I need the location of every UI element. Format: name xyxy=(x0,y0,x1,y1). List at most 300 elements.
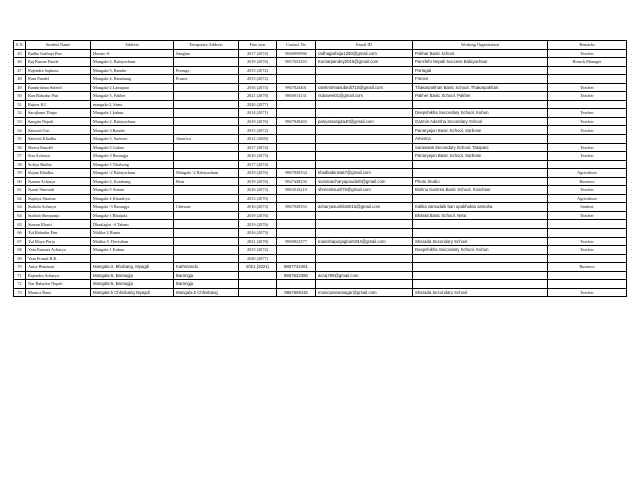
table-row xyxy=(14,126,627,135)
cell-temporary-address: Barangja xyxy=(174,271,239,280)
cell-email-id xyxy=(316,152,413,161)
cell-temporary-address: Kathmandu xyxy=(174,263,239,272)
cell-contact-no: 9860014131 xyxy=(277,92,316,101)
cell-pass-year: 2015 (2072) xyxy=(239,246,277,255)
cell-remarks: Agriculture xyxy=(548,194,627,203)
cell-email-id xyxy=(316,254,413,263)
cell-working-organization: Photo Studio xyxy=(413,177,548,186)
cell-temporary-address xyxy=(174,194,239,203)
cell-address: Mangala-5, Bandre xyxy=(91,66,174,75)
cell-working-organization: Panaryajun Basic School, Sarbose xyxy=(413,152,548,161)
cell-student-name: Ramkrishna Subedi xyxy=(26,83,91,92)
cell-pass-year: 2019 (2076) xyxy=(239,58,277,67)
table-row xyxy=(14,160,627,169)
cell-temporary-address xyxy=(174,254,239,263)
cell-working-organization: Bharati Basic School, Neta xyxy=(413,211,548,220)
cell-contact-no xyxy=(277,109,316,118)
cell-email-id xyxy=(316,135,413,144)
cell-address: Mangala-5, Sarbose xyxy=(91,135,174,144)
cell-temporary-address xyxy=(174,160,239,169)
cell-remarks: Business xyxy=(548,263,627,272)
cell-sn: 61 xyxy=(14,186,26,195)
cell-pass-year: 2017 (2074) xyxy=(239,49,277,58)
cell-email-id: khadkabinita67@gmail.com xyxy=(316,169,413,178)
cell-address: Mangala-3 Barangja xyxy=(91,152,174,161)
table-row xyxy=(14,58,627,67)
cell-remarks xyxy=(548,75,627,84)
cell-pass-year: 2019 (2076) xyxy=(239,177,277,186)
cell-sn: 59 xyxy=(14,169,26,178)
cell-sn: 72 xyxy=(14,280,26,289)
cell-address: Mangala-1 Kuhun xyxy=(91,246,174,255)
cell-email-id: monicaranamagar@gmail.com xyxy=(316,288,413,297)
cell-email-id: acraj789@gmail.com xyxy=(316,271,413,280)
cell-remarks: Teacher xyxy=(548,143,627,152)
cell-pass-year: 2019 (2076) xyxy=(239,211,277,220)
cell-contact-no xyxy=(277,280,316,289)
cell-remarks: Teacher xyxy=(548,117,627,126)
cell-student-name: Supriya Sharma xyxy=(26,194,91,203)
cell-temporary-address: America xyxy=(174,135,239,144)
cell-contact-no: 9846950966 xyxy=(277,49,316,58)
cell-student-name: Sumit Shrestah xyxy=(26,186,91,195)
cell-contact-no xyxy=(277,160,316,169)
cell-student-name: Santosh Giri xyxy=(26,126,91,135)
cell-address: Mangala-1 kuhun xyxy=(91,109,174,118)
cell-pass-year: 2015 (2072) xyxy=(239,66,277,75)
cell-remarks: Teacher xyxy=(548,92,627,101)
cell-working-organization: Garmin Adarsha Secondary School xyxy=(413,117,548,126)
cell-address: Mangala-2, Bhubang, Myagdi xyxy=(91,263,174,272)
cell-address: Malika-5, Devisthan xyxy=(91,237,174,246)
cell-email-id: manishapurjagharti334@gmail.com xyxy=(316,237,413,246)
cell-pass-year: 2020 (2077) xyxy=(239,254,277,263)
cell-sn: 53 xyxy=(14,117,26,126)
cell-contact-no: 9860822377 xyxy=(277,237,316,246)
cell-email-id xyxy=(316,211,413,220)
cell-working-organization xyxy=(413,280,548,289)
table-row xyxy=(14,229,627,238)
cell-remarks: Agriculture xyxy=(548,169,627,178)
cell-pass-year: 2017 (2074) xyxy=(239,160,277,169)
cell-working-organization: Pakher Basic School, Pakher xyxy=(413,92,548,101)
cell-address: Mangala -2 Babiyachaur xyxy=(91,169,174,178)
cell-sn: 63 xyxy=(14,203,26,212)
cell-working-organization xyxy=(413,220,548,229)
column-header-address: Address xyxy=(91,41,174,50)
cell-pass-year xyxy=(239,280,277,289)
cell-student-name: Nar Bahadur Nepali xyxy=(26,280,91,289)
cell-remarks: Student xyxy=(548,203,627,212)
cell-temporary-address xyxy=(174,143,239,152)
cell-sn: 49 xyxy=(14,83,26,92)
cell-working-organization xyxy=(413,229,548,238)
cell-student-name: Rajendra Acharya xyxy=(26,271,91,280)
cell-sn: 71 xyxy=(14,271,26,280)
cell-sn: 58 xyxy=(14,160,26,169)
cell-email-id: acharyasushila0015@gmail.com xyxy=(316,203,413,212)
table-row xyxy=(14,237,627,246)
cell-working-organization: Deepshikha Secondary School, Kuhun xyxy=(413,109,548,118)
table-row xyxy=(14,100,627,109)
cell-working-organization xyxy=(413,254,548,263)
cell-working-organization: Deepshikha Secondary School, Kuhun xyxy=(413,246,548,255)
cell-sn: 52 xyxy=(14,109,26,118)
cell-temporary-address xyxy=(174,100,239,109)
cell-email-id xyxy=(316,194,413,203)
cell-temporary-address xyxy=(174,229,239,238)
cell-student-name: Tul Bahadur Pun xyxy=(26,229,91,238)
cell-temporary-address xyxy=(174,58,239,67)
cell-remarks xyxy=(548,254,627,263)
cell-remarks xyxy=(548,100,627,109)
cell-address: Mangala-5, Barangja xyxy=(91,280,174,289)
cell-remarks xyxy=(548,135,627,144)
cell-contact-no xyxy=(277,229,316,238)
cell-sn: 69 xyxy=(14,254,26,263)
table-row xyxy=(14,152,627,161)
cell-remarks: Teacher xyxy=(548,288,627,297)
cell-remarks: Teacher xyxy=(548,152,627,161)
cell-student-name: Yam Prasad B.K. xyxy=(26,254,91,263)
table-row xyxy=(14,49,627,58)
cell-contact-no: 9867949353 xyxy=(277,203,316,212)
cell-sn: 56 xyxy=(14,143,26,152)
cell-student-name: Suman Khatri xyxy=(26,220,91,229)
column-header-working-organization: Working Organization xyxy=(413,41,548,50)
cell-pass-year: 2017 (2074) xyxy=(239,143,277,152)
cell-address: Dhaulagiri -4 Takam xyxy=(91,220,174,229)
cell-student-name: Sushila Sherpunja xyxy=(26,211,91,220)
cell-working-organization xyxy=(413,100,548,109)
record-sheet xyxy=(13,40,627,297)
column-header-sn: S.N. xyxy=(14,41,26,50)
cell-remarks xyxy=(548,280,627,289)
cell-contact-no xyxy=(277,246,316,255)
cell-student-name: Suman Acharya xyxy=(26,177,91,186)
cell-address: Mangala-2, Babiyachaur xyxy=(91,117,174,126)
cell-contact-no xyxy=(277,75,316,84)
cell-student-name: Santosh Khadka xyxy=(26,135,91,144)
cell-address: Mangala-5 Amani xyxy=(91,186,174,195)
students-table xyxy=(13,40,627,297)
cell-pass-year: 2016 (2073) xyxy=(239,203,277,212)
cell-address: Mangala-5, Pakher xyxy=(91,92,174,101)
cell-pass-year: 2016 (2073) xyxy=(239,152,277,161)
cell-address xyxy=(91,254,174,263)
cell-sn: 47 xyxy=(14,66,26,75)
cell-sn: 57 xyxy=(14,152,26,161)
cell-student-name: Rujina KC xyxy=(26,100,91,109)
table-row xyxy=(14,263,627,272)
cell-contact-no xyxy=(277,194,316,203)
cell-working-organization: Thakarpokhari Basic School, Thakarpokhari xyxy=(413,83,548,92)
cell-student-name: Yam Kumari Acharya xyxy=(26,246,91,255)
cell-temporary-address: Mangala -2 Babiyachaur xyxy=(174,169,239,178)
cell-working-organization xyxy=(413,263,548,272)
cell-student-name: Tul Maya Purja xyxy=(26,237,91,246)
cell-temporary-address xyxy=(174,117,239,126)
cell-temporary-address: Chitwan xyxy=(174,203,239,212)
cell-remarks: Business xyxy=(548,177,627,186)
cell-student-name: Sofiya Budha xyxy=(26,160,91,169)
cell-student-name: Rajendra Sapkota xyxy=(26,66,91,75)
cell-contact-no xyxy=(277,211,316,220)
cell-email-id xyxy=(316,220,413,229)
cell-working-organization: Sharada Secondary School xyxy=(413,237,548,246)
cell-pass-year: 2015 (2072) xyxy=(239,126,277,135)
cell-pass-year xyxy=(239,271,277,280)
cell-contact-no xyxy=(277,152,316,161)
cell-sn: 65 xyxy=(14,220,26,229)
table-row xyxy=(14,109,627,118)
cell-working-organization: Portugal xyxy=(413,66,548,75)
cell-email-id xyxy=(316,246,413,255)
cell-address: Mangala-2, Banabang xyxy=(91,75,174,84)
cell-pass-year: 2021 (2021) xyxy=(239,263,277,272)
cell-remarks xyxy=(548,66,627,75)
cell-student-name: Shriva Kandel xyxy=(26,143,91,152)
cell-address: Mangala-2, Kotabang xyxy=(91,177,174,186)
cell-contact-no: 9867824401 xyxy=(277,83,316,92)
cell-email-id xyxy=(316,229,413,238)
cell-remarks: Branch Manager xyxy=(548,58,627,67)
cell-student-name: Sangita Nepali xyxy=(26,117,91,126)
cell-remarks xyxy=(548,160,627,169)
cell-working-organization xyxy=(413,169,548,178)
table-row xyxy=(14,186,627,195)
cell-temporary-address xyxy=(174,237,239,246)
cell-student-name: Sushila Acharya xyxy=(26,203,91,212)
cell-temporary-address: France xyxy=(174,75,239,84)
cell-temporary-address xyxy=(174,211,239,220)
table-header xyxy=(14,41,627,50)
table-row xyxy=(14,135,627,144)
cell-sn: 54 xyxy=(14,126,26,135)
cell-remarks: Teacher xyxy=(548,126,627,135)
cell-remarks: Teacher xyxy=(548,246,627,255)
cell-temporary-address xyxy=(174,126,239,135)
cell-contact-no: 9847448250 xyxy=(277,177,316,186)
cell-contact-no: 9857652263 xyxy=(277,58,316,67)
table-row xyxy=(14,288,627,297)
table-row xyxy=(14,117,627,126)
cell-email-id xyxy=(316,75,413,84)
cell-remarks: Teacher xyxy=(548,186,627,195)
cell-temporary-address xyxy=(174,109,239,118)
cell-contact-no xyxy=(277,220,316,229)
cell-remarks xyxy=(548,271,627,280)
cell-pass-year: 2019 (2076) xyxy=(239,169,277,178)
cell-remarks xyxy=(548,229,627,238)
column-header-student-name: Student Name xyxy=(26,41,91,50)
cell-pass-year: 2012 (2069) xyxy=(239,135,277,144)
table-row xyxy=(14,271,627,280)
table-row xyxy=(14,92,627,101)
cell-sn: 67 xyxy=(14,237,26,246)
cell-sn: 66 xyxy=(14,229,26,238)
cell-email-id xyxy=(316,109,413,118)
cell-student-name: Sita Acharya xyxy=(26,152,91,161)
table-row xyxy=(14,75,627,84)
cell-temporary-address xyxy=(174,220,239,229)
cell-email-id xyxy=(316,66,413,75)
cell-temporary-address: Portuga xyxy=(174,66,239,75)
cell-address: Malika-2 Ruma xyxy=(91,229,174,238)
cell-email-id xyxy=(316,280,413,289)
cell-address: Mangala-5 Tikabong xyxy=(91,160,174,169)
cell-working-organization: Panaryajun Basic School, Sarbose xyxy=(413,126,548,135)
cell-address: Mangala-2 Khamliya xyxy=(91,194,174,203)
cell-contact-no: 9863516219 xyxy=(277,186,316,195)
cell-address: Mangala-3 Bandre xyxy=(91,126,174,135)
cell-sn: 62 xyxy=(14,194,26,203)
cell-email-id: rsduwee01@gmail.com xyxy=(316,92,413,101)
cell-email-id xyxy=(316,143,413,152)
table-row xyxy=(14,254,627,263)
cell-remarks: Teacher xyxy=(548,83,627,92)
cell-pass-year: 2016 (2073) xyxy=(239,83,277,92)
cell-working-organization: Pokhar Basic school xyxy=(413,49,548,58)
cell-student-name: Raj Kumar Pande xyxy=(26,58,91,67)
cell-pass-year: 2013 (2070) xyxy=(239,194,277,203)
cell-temporary-address xyxy=(174,83,239,92)
cell-working-organization xyxy=(413,160,548,169)
table-row xyxy=(14,194,627,203)
cell-email-id xyxy=(316,263,413,272)
cell-contact-no xyxy=(277,100,316,109)
cell-student-name: Ran Bahadur Pun xyxy=(26,92,91,101)
cell-email-id xyxy=(316,160,413,169)
cell-pass-year: 2021 (2078) xyxy=(239,92,277,101)
cell-temporary-address: Barangja xyxy=(174,280,239,289)
cell-remarks: Teacher xyxy=(548,109,627,118)
column-header-pass-year: Pass year xyxy=(239,41,277,50)
cell-pass-year: 2016 (2073) xyxy=(239,186,277,195)
cell-address: Mangala 5 Chhisbang Myagdi xyxy=(91,288,174,297)
cell-address: Mangala-2, Babiyachaur xyxy=(91,58,174,67)
cell-contact-no: 9867949334 xyxy=(277,169,316,178)
cell-working-organization xyxy=(413,271,548,280)
cell-sn: 55 xyxy=(14,135,26,144)
cell-email-id: Kumarpandey2015@gmail.com xyxy=(316,58,413,67)
cell-student-name: Anita Bhattarai xyxy=(26,263,91,272)
cell-contact-no xyxy=(277,143,316,152)
cell-pass-year: 2020 (2077) xyxy=(239,100,277,109)
header-row xyxy=(14,41,627,50)
cell-pass-year: 2021 (2078) xyxy=(239,237,277,246)
cell-remarks: Teacher xyxy=(548,237,627,246)
cell-address: Mangala-1 Bhatjula xyxy=(91,211,174,220)
cell-contact-no: 9867742461 xyxy=(277,263,316,272)
cell-sn: 64 xyxy=(14,211,26,220)
cell-remarks: Teacher xyxy=(548,211,627,220)
cell-student-name: Ram Pandel xyxy=(26,75,91,84)
cell-contact-no xyxy=(277,254,316,263)
cell-sn: 68 xyxy=(14,246,26,255)
cell-working-organization: Sharada Secondary School xyxy=(413,288,548,297)
table-body xyxy=(14,49,627,297)
cell-sn: 45 xyxy=(14,49,26,58)
cell-temporary-address xyxy=(174,92,239,101)
cell-pass-year: 2019 (2076) xyxy=(239,220,277,229)
cell-pass-year: 2014 (2071) xyxy=(239,109,277,118)
cell-pass-year: 2016 (2073) xyxy=(239,229,277,238)
table-row xyxy=(14,143,627,152)
cell-student-name: Radha Garbuja Pun xyxy=(26,49,91,58)
cell-contact-no xyxy=(277,126,316,135)
cell-email-id: ramkrishnasubedi710@gmail.com xyxy=(316,83,413,92)
cell-pass-year xyxy=(239,288,277,297)
cell-working-organization: Panchthi Nepali Success Babiyachaur xyxy=(413,58,548,67)
cell-working-organization xyxy=(413,194,548,203)
cell-temporary-address xyxy=(174,246,239,255)
table-row xyxy=(14,83,627,92)
cell-email-id: radhagarbuja1250@gmail.com xyxy=(316,49,413,58)
cell-contact-no: 9857622390 xyxy=(277,271,316,280)
cell-email-id: sumanacharyapoudel0@gmail.com xyxy=(316,177,413,186)
cell-sn: 73 xyxy=(14,288,26,297)
cell-sn: 48 xyxy=(14,75,26,84)
cell-sn: 60 xyxy=(14,177,26,186)
table-row xyxy=(14,177,627,186)
column-header-temporary-address: Temporary Address xyxy=(174,41,239,50)
cell-remarks: Teacher xyxy=(548,49,627,58)
cell-temporary-address xyxy=(174,186,239,195)
cell-working-organization: Kalika samudaik ban upabhokta samuha xyxy=(413,203,548,212)
cell-student-name: Monica Rana xyxy=(26,288,91,297)
table-row xyxy=(14,246,627,255)
column-header-remarks: Remarks xyxy=(548,41,627,50)
cell-sn: 46 xyxy=(14,58,26,67)
cell-address: mangala-2, Sima xyxy=(91,100,174,109)
cell-temporary-address: Sanghai xyxy=(174,49,239,58)
cell-address: Mangala-2 Lamtpata xyxy=(91,83,174,92)
cell-working-organization: Bishnu Kamrea Basic School, Kinichaur xyxy=(413,186,548,195)
cell-address: Mangala-5, Barangja xyxy=(91,271,174,280)
cell-email-id xyxy=(316,100,413,109)
cell-contact-no xyxy=(277,135,316,144)
cell-student-name: Sarajhana Thapa xyxy=(26,109,91,118)
cell-working-organization: America xyxy=(413,135,548,144)
table-row xyxy=(14,220,627,229)
cell-email-id xyxy=(316,126,413,135)
cell-sn: 70 xyxy=(14,263,26,272)
table-row xyxy=(14,169,627,178)
cell-temporary-address: Beni xyxy=(174,177,239,186)
table-row xyxy=(14,211,627,220)
cell-temporary-address: Mangala 5 Chhisbang xyxy=(174,288,239,297)
table-row xyxy=(14,66,627,75)
cell-contact-no: 9867949465 xyxy=(277,117,316,126)
cell-contact-no xyxy=(277,66,316,75)
cell-student-name: Sujata Khadka xyxy=(26,169,91,178)
table-row xyxy=(14,203,627,212)
cell-working-organization: Saraswati Secondary School, Tatopani xyxy=(413,143,548,152)
cell-email-id: shreeshsunil76@gmail.com xyxy=(316,186,413,195)
cell-address: Mangala-5 Gulute xyxy=(91,143,174,152)
cell-pass-year: 2019 (2076) xyxy=(239,117,277,126)
cell-temporary-address xyxy=(174,152,239,161)
cell-pass-year: 2015 (2072) xyxy=(239,75,277,84)
table-row xyxy=(14,280,627,289)
cell-sn: 51 xyxy=(14,100,26,109)
cell-contact-no: 9867669115 xyxy=(277,288,316,297)
cell-working-organization: France xyxy=(413,75,548,84)
cell-remarks xyxy=(548,220,627,229)
cell-sn: 50 xyxy=(14,92,26,101)
cell-address: Harian -6 xyxy=(91,49,174,58)
